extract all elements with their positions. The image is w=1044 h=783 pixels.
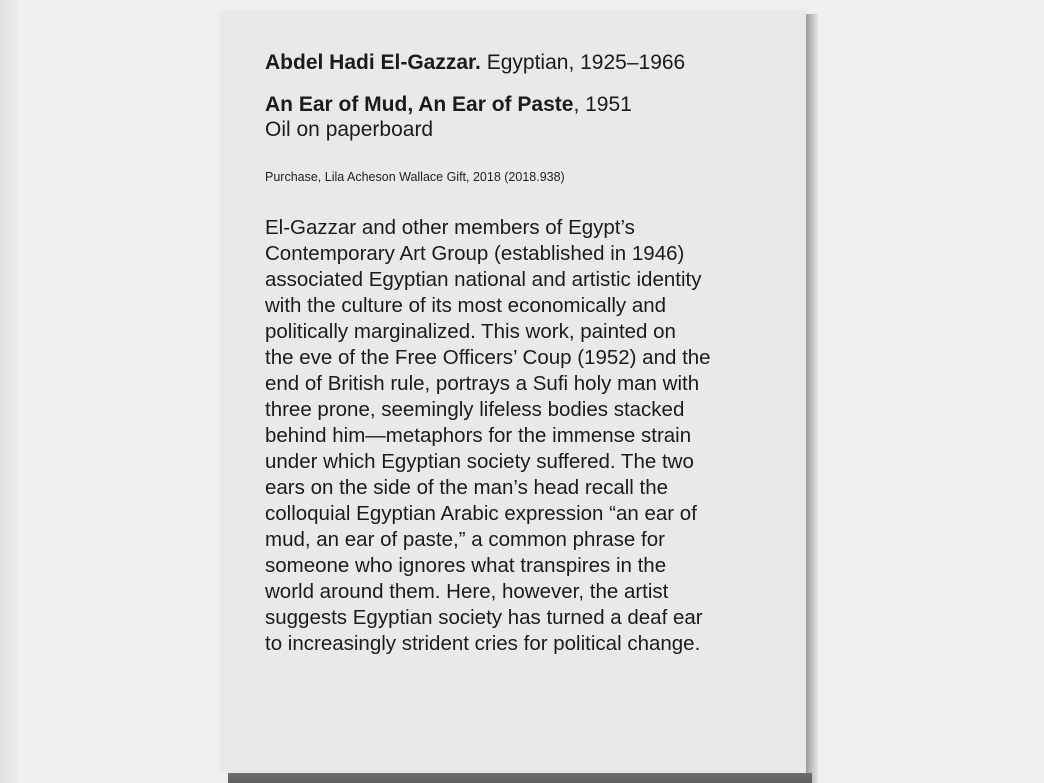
description — [265, 215, 785, 657]
description-line: colloquial Egyptian Arabic expression “an ear of — [265, 502, 697, 525]
description-line: mud, an ear of paste,” a common phrase for — [265, 528, 665, 551]
artist-name: Abdel Hadi El-Gazzar. — [265, 51, 481, 74]
description-line: suggests Egyptian society has turned a deaf ear — [265, 606, 703, 629]
description-line: behind him—metaphors for the immense strain — [265, 424, 692, 447]
description-line: associated Egyptian national and artistic identity — [265, 268, 702, 291]
artist-line — [265, 50, 685, 76]
description-line: under which Egyptian society suffered. The two — [265, 450, 694, 473]
artwork-title: An Ear of Mud, An Ear of Paste — [265, 93, 574, 116]
description-line: politically marginalized. This work, painted on — [265, 320, 676, 343]
credit-line: Purchase, Lila Acheson Wallace Gift, 2018 (2018.938) — [265, 170, 565, 184]
description-line: ears on the side of the man’s head recall the — [265, 476, 669, 499]
description-line: with the culture of its most economically and — [265, 294, 667, 317]
description-line: to increasingly strident cries for political change. — [265, 632, 701, 655]
artwork-title-line — [265, 92, 632, 118]
card-shadow-right — [806, 14, 818, 783]
description-line: end of British rule, portrays a Sufi holy man with — [265, 372, 700, 395]
description-line: three prone, seemingly lifeless bodies stacked — [265, 398, 685, 421]
artwork-year: , 1951 — [573, 93, 632, 116]
artwork-medium: Oil on paperboard — [265, 118, 434, 141]
wall-edge — [0, 0, 18, 783]
description-line: El-Gazzar and other members of Egypt’s — [265, 216, 635, 239]
description-line: someone who ignores what transpires in the — [265, 554, 667, 577]
museum-label-card — [220, 10, 806, 773]
artist-details: Egyptian, 1925–1966 — [480, 51, 686, 74]
card-shadow-bottom — [228, 773, 812, 783]
description-line: the eve of the Free Officers’ Coup (1952) and the — [265, 346, 711, 369]
description-line: world around them. Here, however, the artist — [265, 580, 669, 603]
description-line: Contemporary Art Group (established in 1946) — [265, 242, 685, 265]
